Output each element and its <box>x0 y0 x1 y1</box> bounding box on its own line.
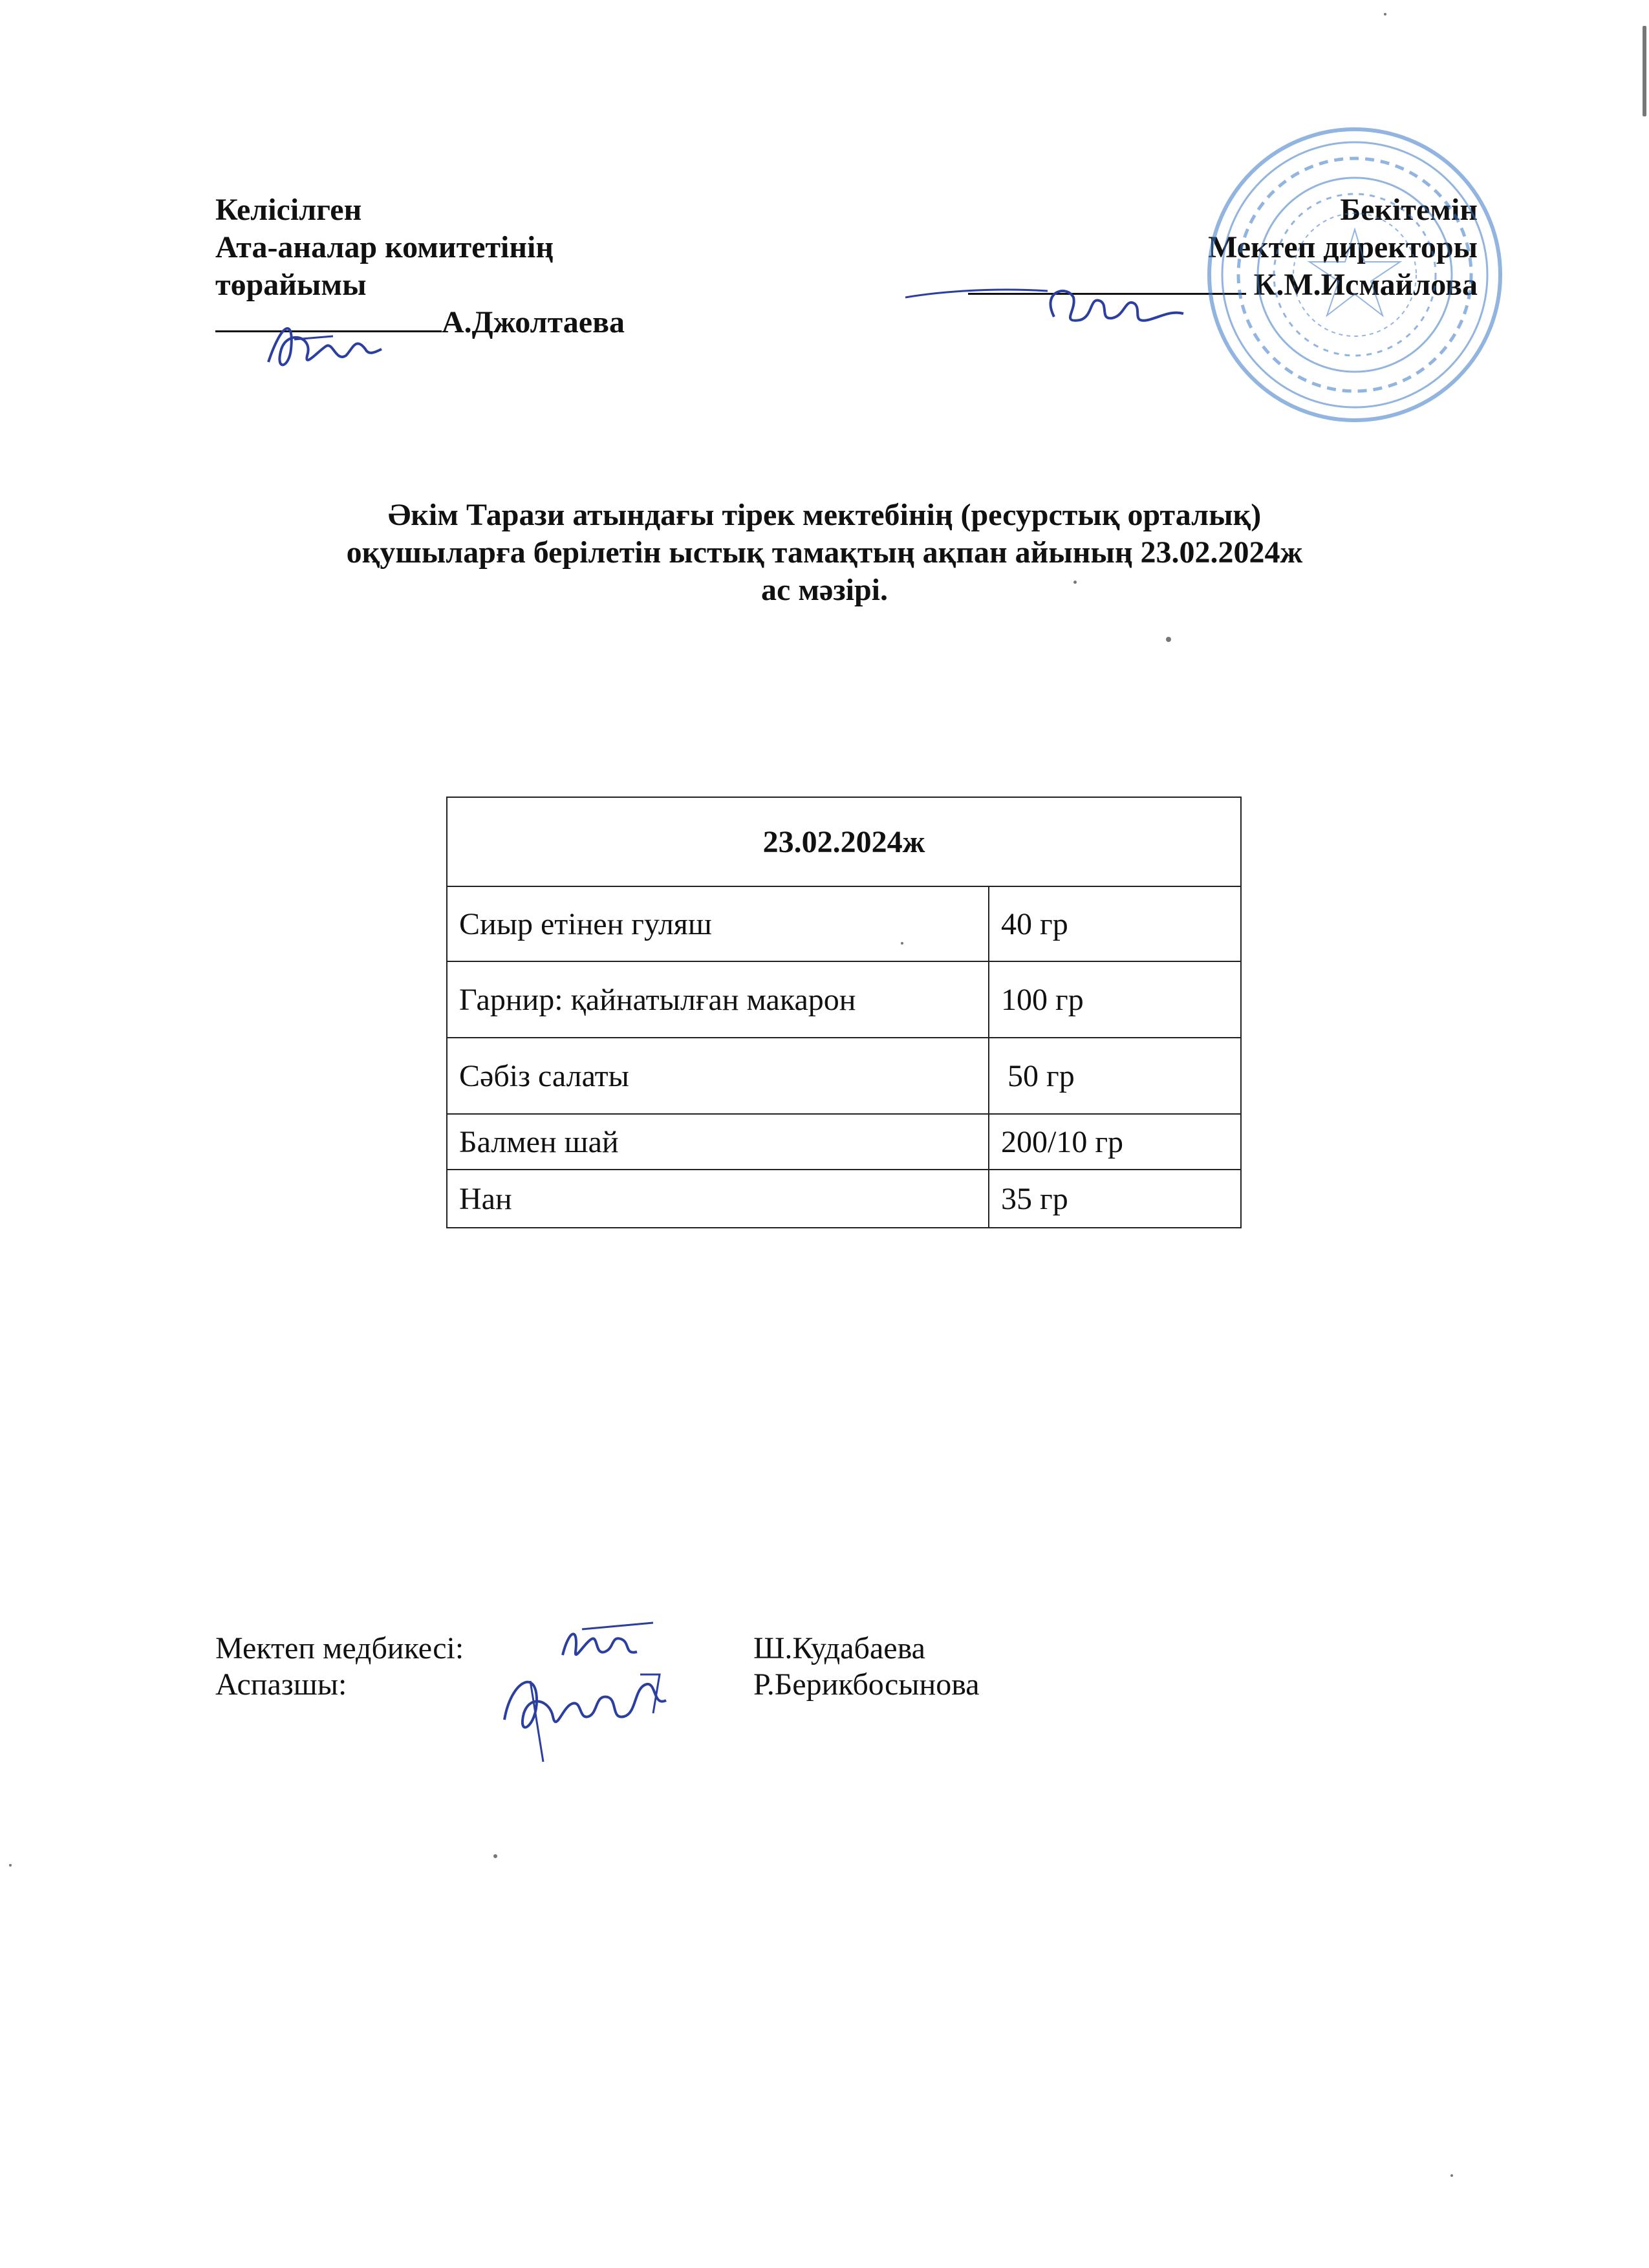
scan-speck <box>1450 2174 1453 2177</box>
table-row <box>447 961 1241 1038</box>
menu-item-amount: 100 гр <box>989 961 1241 1038</box>
menu-item-name: Нан <box>447 1170 989 1228</box>
approval-left-committee: Ата-аналар комитетінің <box>215 230 554 264</box>
menu-item-amount: 50 гр <box>989 1038 1241 1114</box>
scan-speck <box>1166 637 1171 642</box>
menu-item-name: Балмен шай <box>447 1114 989 1170</box>
staff-role-nurse: Мектеп медбикесі: <box>215 1631 464 1665</box>
scan-speck <box>1384 13 1386 16</box>
menu-item-name: Сиыр етінен гуляш <box>447 886 989 961</box>
scan-speck <box>9 1864 12 1867</box>
parent-committee-signature-icon <box>255 310 385 381</box>
menu-date-header: 23.02.2024ж <box>447 797 1241 886</box>
menu-item-amount: 35 гр <box>989 1170 1241 1228</box>
menu-table-header-row <box>447 797 1241 886</box>
approval-right-approve: Бекітемін <box>1340 193 1478 227</box>
approval-right-name: К.М.Исмайлова <box>1253 268 1478 302</box>
staff-name-cook: Р.Берикбосынова <box>753 1667 980 1702</box>
document-title <box>0 497 1649 609</box>
table-row <box>447 886 1241 961</box>
staff-name-nurse: Ш.Кудабаева <box>753 1631 925 1665</box>
menu-item-amount: 40 гр <box>989 886 1241 961</box>
scan-speck <box>1073 581 1077 584</box>
staff-names <box>753 1631 980 1703</box>
menu-item-amount: 200/10 гр <box>989 1114 1241 1170</box>
title-line-2: оқушыларға берілетін ыстық тамақтың ақпан айының 23.02.2024ж <box>346 535 1303 570</box>
director-signature-icon <box>905 272 1190 343</box>
scan-edge <box>1643 26 1646 116</box>
table-row <box>447 1114 1241 1170</box>
approval-left-chair: төрайымы <box>215 268 367 302</box>
staff-role-cook: Аспазшы: <box>215 1667 347 1702</box>
menu-item-name: Сәбіз салаты <box>447 1038 989 1114</box>
approval-left-agreed: Келісілген <box>215 193 362 227</box>
cook-signature-icon <box>491 1655 685 1765</box>
approval-right-director: Мектеп директоры <box>1208 230 1478 264</box>
official-seal-icon <box>1203 123 1507 427</box>
scan-speck <box>493 1854 497 1858</box>
staff-roles <box>215 1631 464 1703</box>
title-line-3: ас мәзірі. <box>761 573 888 607</box>
menu-item-name: Гарнир: қайнатылған макарон <box>447 961 989 1038</box>
scan-speck <box>901 942 903 945</box>
menu-table <box>446 797 1242 1228</box>
table-row <box>447 1038 1241 1114</box>
title-line-1: Әкім Тарази атындағы тірек мектебінің (ресурстық орталық) <box>387 498 1262 532</box>
approval-left-name: А.Джолтаева <box>442 305 625 339</box>
table-row <box>447 1170 1241 1228</box>
